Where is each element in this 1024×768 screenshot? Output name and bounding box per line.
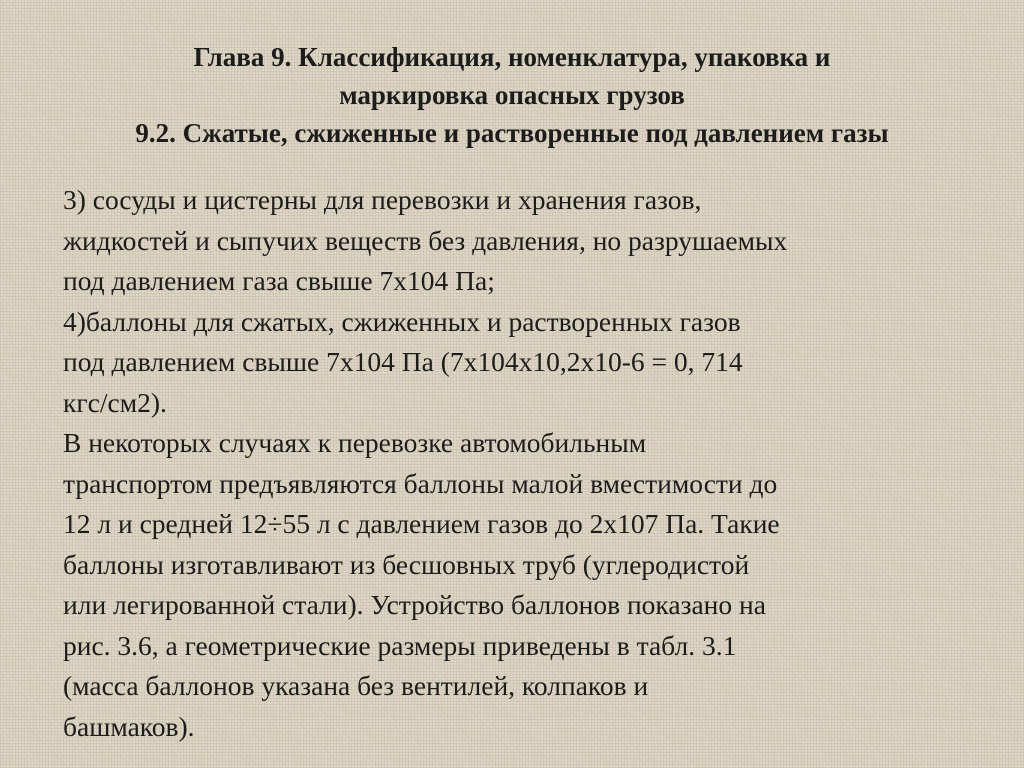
body-line: под давлением свыше 7х104 Па (7х104х10,2х10-6 = 0, 714 <box>63 346 743 377</box>
title-chapter-line-1: Глава 9. Классификация, номенклатура, упаковка и <box>193 42 831 72</box>
body-line: В некоторых случаях к перевозке автомобильным <box>63 427 647 458</box>
slide-title <box>0 38 1024 152</box>
body-line: башмаков). <box>63 710 195 742</box>
body-line: под давлением газа свыше 7х104 Па; <box>63 265 495 296</box>
body-line: 4)баллоны для сжатых, сжиженных и растворенных газов <box>63 305 741 337</box>
body-line: (масса баллонов указана без вентилей, колпаков и <box>63 670 649 701</box>
body-line: рис. 3.6, а геометрические размеры приведены в табл. 3.1 <box>63 629 737 661</box>
body-text <box>63 180 983 747</box>
body-line: жидкостей и сыпучих веществ без давления, но разрушаемых <box>63 224 788 256</box>
title-section-line: 9.2. Сжатые, сжиженные и растворенные под давлением газы <box>135 118 889 148</box>
body-line: 3) сосуды и цистерны для перевозки и хранения газов, <box>63 184 702 215</box>
body-line: 12 л и средней 12÷55 л с давлением газов до 2х107 Па. Такие <box>63 508 780 539</box>
body-line: баллоны изготавливают из бесшовных труб (углеродистой <box>63 548 750 580</box>
body-line: кгс/см2). <box>63 386 167 418</box>
title-chapter-line-2: маркировка опасных грузов <box>339 80 685 110</box>
body-line: или легированной стали). Устройство баллонов показано на <box>63 589 766 620</box>
body-line: транспортом предъявляются баллоны малой вместимости до <box>63 467 778 499</box>
